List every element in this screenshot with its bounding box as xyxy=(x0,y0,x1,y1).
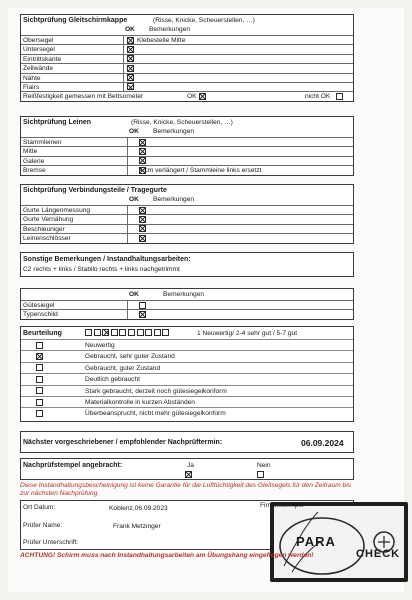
section-title: Sichtprüfung Verbindungsteile / Tragegurte xyxy=(23,187,167,194)
rating-scale xyxy=(85,329,171,336)
row-label: Nähte xyxy=(23,74,41,82)
table-row xyxy=(21,73,353,82)
stempel-nein-label: Nein xyxy=(257,462,271,469)
beurteilung-checkbox[interactable] xyxy=(36,410,43,417)
table-row xyxy=(21,205,353,214)
row-label: Eintrittskante xyxy=(23,55,62,63)
beurteilung-label: Deutlich gebraucht xyxy=(85,376,140,384)
table-row xyxy=(21,137,353,146)
ok-header: OK xyxy=(129,291,139,298)
reiss-ok-label: OK xyxy=(187,93,197,101)
section-verbindungsteile xyxy=(20,184,354,244)
table-row xyxy=(21,309,353,318)
table-row xyxy=(21,156,353,165)
table-row xyxy=(21,44,353,53)
pruefer-name-value: Frank Metzinger xyxy=(113,523,161,530)
firmenstempel-label: Firmenstempel xyxy=(260,502,304,509)
beurteilung-checkbox[interactable] xyxy=(36,376,43,383)
row-label: Zellwände xyxy=(23,65,54,73)
beurteilung-option xyxy=(21,339,353,350)
beurteilung-checkbox[interactable] xyxy=(36,387,43,394)
rating-scale-box[interactable] xyxy=(154,329,161,336)
row-label: Gurte Längenmessung xyxy=(23,207,91,214)
section-nachpruefstempel xyxy=(20,458,354,480)
ort-datum-label: Ort Datum: xyxy=(23,504,56,511)
reiss-ok-checkbox[interactable] xyxy=(199,93,206,100)
row-note: Klebestelle Mitte xyxy=(137,37,186,44)
section-sonstige xyxy=(20,252,354,277)
table-row xyxy=(21,63,353,72)
ok-checkbox[interactable] xyxy=(127,46,134,53)
beurteilung-option xyxy=(21,362,353,373)
ok-checkbox[interactable] xyxy=(127,55,134,62)
ok-header: OK xyxy=(125,26,135,33)
row-label: Obersegel xyxy=(23,37,54,44)
stempel-nein-checkbox[interactable] xyxy=(257,471,264,478)
ok-checkbox[interactable] xyxy=(139,235,146,242)
rating-scale-box[interactable] xyxy=(119,329,126,336)
bemerkungen-header: Bemerkungen xyxy=(149,26,191,33)
table-row xyxy=(21,165,353,174)
rating-scale-box[interactable] xyxy=(94,329,101,336)
reiss-nicht-ok-label: nicht OK xyxy=(305,93,331,101)
ok-header: OK xyxy=(129,196,139,203)
reissfestigkeit-row xyxy=(21,91,353,100)
stamp-text-para: PARA xyxy=(296,534,336,549)
beurteilung-label: Neuwertig xyxy=(85,342,115,349)
bemerkungen-header: Bemerkungen xyxy=(153,128,195,135)
beurteilung-checkbox[interactable] xyxy=(36,342,43,349)
beurteilung-checkbox[interactable] xyxy=(36,353,43,360)
termin-label: Nächster vorgeschriebener / empfohlender Nachprüftermin: xyxy=(23,439,223,446)
termin-date: 06.09.2024 xyxy=(301,438,344,448)
reiss-nicht-ok-checkbox[interactable] xyxy=(336,93,343,100)
ort-datum-value: Koblenz,06.09.2023 xyxy=(109,505,168,512)
stamp-text-check: CHECK xyxy=(356,548,401,560)
ok-checkbox[interactable] xyxy=(139,207,146,214)
stempel-ja-checkbox[interactable] xyxy=(185,471,192,478)
rating-scale-box[interactable] xyxy=(137,329,144,336)
ok-checkbox[interactable] xyxy=(127,37,134,44)
section-title: Sichtprüfung Leinen xyxy=(23,119,92,126)
beurteilung-option xyxy=(21,373,353,384)
beurteilung-option xyxy=(21,396,353,407)
beurteilung-label: Materialkontrolle in kurzen Abständen xyxy=(85,398,195,406)
table-row xyxy=(21,146,353,155)
row-label: Untersegel xyxy=(23,46,55,54)
beurteilung-checkbox[interactable] xyxy=(36,364,43,371)
ok-checkbox[interactable] xyxy=(139,311,146,318)
beurteilung-label: Stark gebraucht, derzeit noch gütesiegelkonform xyxy=(85,387,227,395)
document-sheet xyxy=(8,8,404,592)
ok-checkbox[interactable] xyxy=(139,157,146,164)
section-leinen xyxy=(20,116,354,176)
beurteilung-option xyxy=(21,350,353,361)
company-stamp xyxy=(270,502,408,582)
section-title: Sonstige Bemerkungen / Instandhaltungsarbeiten: xyxy=(23,256,191,263)
table-row xyxy=(21,224,353,233)
beurteilung-label: Gebraucht, guter Zustand xyxy=(85,364,161,372)
row-label: Beschleuniger xyxy=(23,225,65,233)
table-row xyxy=(21,233,353,242)
table-row xyxy=(21,82,353,91)
pruefer-name-label: Prüfer Name: xyxy=(23,522,63,529)
row-label: Gurte Vernähung xyxy=(23,216,74,224)
row-label: Mitte xyxy=(23,148,38,156)
sonstige-text: C2 rechts + links / Stabilo rechts + links nachgetrimmt xyxy=(23,266,180,273)
stempel-ja-label: Ja xyxy=(187,462,194,469)
row-note: 4 cm verlängert / Stammleine links ersetzt xyxy=(139,167,262,175)
ok-checkbox[interactable] xyxy=(127,83,134,90)
ok-checkbox[interactable] xyxy=(139,148,146,155)
pruefer-unterschrift-label: Prüfer Unterschrift: xyxy=(23,539,79,546)
table-row xyxy=(21,35,353,44)
section-subtitle: (Risse, Knicke, Scheuerstellen, …) xyxy=(131,119,233,126)
row-label: Gütesiegel xyxy=(23,302,55,309)
table-row xyxy=(21,214,353,223)
beurteilung-label: Überbeansprucht, nicht mehr gütesiegelkonform xyxy=(85,410,226,418)
ok-checkbox[interactable] xyxy=(139,225,146,232)
signature-scribble xyxy=(274,506,404,578)
section-nachpruef-termin xyxy=(20,431,354,453)
reissfestigkeit-label: Reißfestigkeit gemessen mit Bettsometer xyxy=(23,93,144,101)
bemerkungen-header: Bemerkungen xyxy=(153,196,195,203)
ok-checkbox[interactable] xyxy=(127,74,134,81)
ok-checkbox[interactable] xyxy=(127,65,134,72)
achtung-notice: ACHTUNG! Schirm muss nach Instandhaltungsarbeiten am Übungshang eingeflogen werden! xyxy=(20,552,314,559)
beurteilung-option xyxy=(21,407,353,418)
section-siegel xyxy=(20,288,354,320)
section-subtitle: (Risse, Knicke, Scheuerstellen, …) xyxy=(153,17,255,24)
beurteilung-title: Beurteilung xyxy=(23,330,62,337)
rating-scale-box[interactable] xyxy=(111,329,118,336)
ok-checkbox[interactable] xyxy=(139,139,146,146)
rating-scale-box[interactable] xyxy=(128,329,135,336)
row-label: Galerie xyxy=(23,157,45,165)
ok-checkbox[interactable] xyxy=(139,302,146,309)
row-label: Leinenschlösser xyxy=(23,235,71,243)
section-gleitschirmkappe xyxy=(20,14,354,102)
ok-checkbox[interactable] xyxy=(139,216,146,223)
row-label: Typenschild xyxy=(23,311,58,319)
section-title: Sichtprüfung Gleitschirmkappe xyxy=(23,17,128,24)
rating-scale-text: 1 Neuwertig/ 2-4 sehr gut / 5-7 gut xyxy=(197,330,298,337)
row-label: Bremse xyxy=(23,167,46,175)
rating-scale-box[interactable] xyxy=(102,329,109,336)
rating-scale-box[interactable] xyxy=(162,329,169,336)
beurteilung-label: Gebraucht, sehr guter Zustand xyxy=(85,353,175,361)
section-beurteilung xyxy=(20,326,354,422)
stempel-label: Nachprüfstempel angebracht: xyxy=(23,462,123,469)
ok-header: OK xyxy=(129,128,139,135)
table-row xyxy=(21,300,353,309)
beurteilung-checkbox[interactable] xyxy=(36,399,43,406)
row-label: Stammleinen xyxy=(23,139,62,146)
bemerkungen-header: Bemerkungen xyxy=(163,291,205,298)
rating-scale-box[interactable] xyxy=(85,329,92,336)
rating-scale-box[interactable] xyxy=(145,329,152,336)
table-row xyxy=(21,54,353,63)
beurteilung-option xyxy=(21,385,353,396)
disclaimer: Diese Instandhaltungsbescheinigung ist keine Garantie für die Lufttüchtigkeit des Gleitsegels für den Zeitraum bis zur nächsten Nachprüfung. xyxy=(20,482,351,497)
row-label: Flairs xyxy=(23,83,40,91)
